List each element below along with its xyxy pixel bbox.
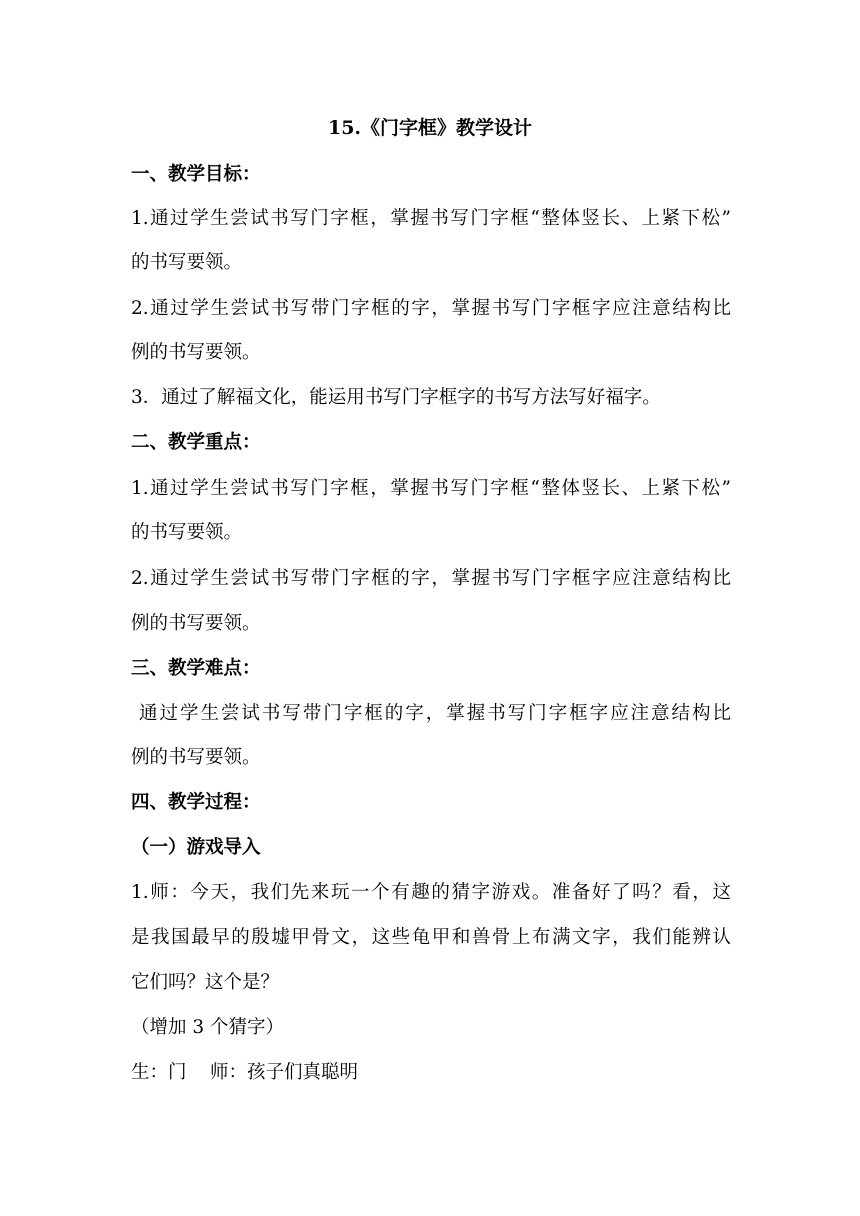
difficulties-line1: 通过学生尝试书写带门字框的字，掌握书写门字框字应注意结构比 [139,703,731,724]
key-points-item2-line1: 2.通过学生尝试书写带门字框的字，掌握书写门字框字应注意结构比 [131,568,731,589]
process-para1-line3: 它们吗？这个是？ [131,972,280,993]
section-heading-key-points: 二、教学重点： [131,432,261,453]
difficulties-line2: 例的书写要领。 [131,747,261,768]
process-para1-line2: 是我国最早的殷墟甲骨文，这些龟甲和兽骨上布满文字，我们能辨认 [131,927,731,948]
subsection-heading-game-intro: （一）游戏导入 [131,837,261,858]
objectives-item2-line1: 2.通过学生尝试书写带门字框的字，掌握书写门字框字应注意结构比 [131,298,731,319]
section-heading-process: 四、教学过程： [131,792,261,813]
key-points-item1-line2: 的书写要领。 [131,522,243,543]
document-title: 15.《门字框》教学设计 [327,117,533,139]
section-heading-difficulties: 三、教学难点： [131,658,261,679]
key-points-item2-line2: 例的书写要领。 [131,613,261,634]
objectives-item1-line1: 1.通过学生尝试书写门字框，掌握书写门字框“整体竖长、上紧下松” [131,208,731,229]
process-para1-line1: 1.师：今天，我们先来玩一个有趣的猜字游戏。准备好了吗？看，这 [131,882,731,903]
key-points-item1-line1: 1.通过学生尝试书写门字框，掌握书写门字框“整体竖长、上紧下松” [131,478,731,499]
objectives-item2-line2: 例的书写要领。 [131,342,261,363]
objectives-item1-line2: 的书写要领。 [131,252,243,273]
process-dialog: 生：门 师：孩子们真聪明 [131,1062,359,1083]
section-heading-objectives: 一、教学目标： [131,164,261,185]
process-note: （增加 3 个猜字） [131,1017,285,1038]
objectives-item3-line1: 3．通过了解福文化，能运用书写门字框字的书写方法写好福字。 [131,387,661,408]
